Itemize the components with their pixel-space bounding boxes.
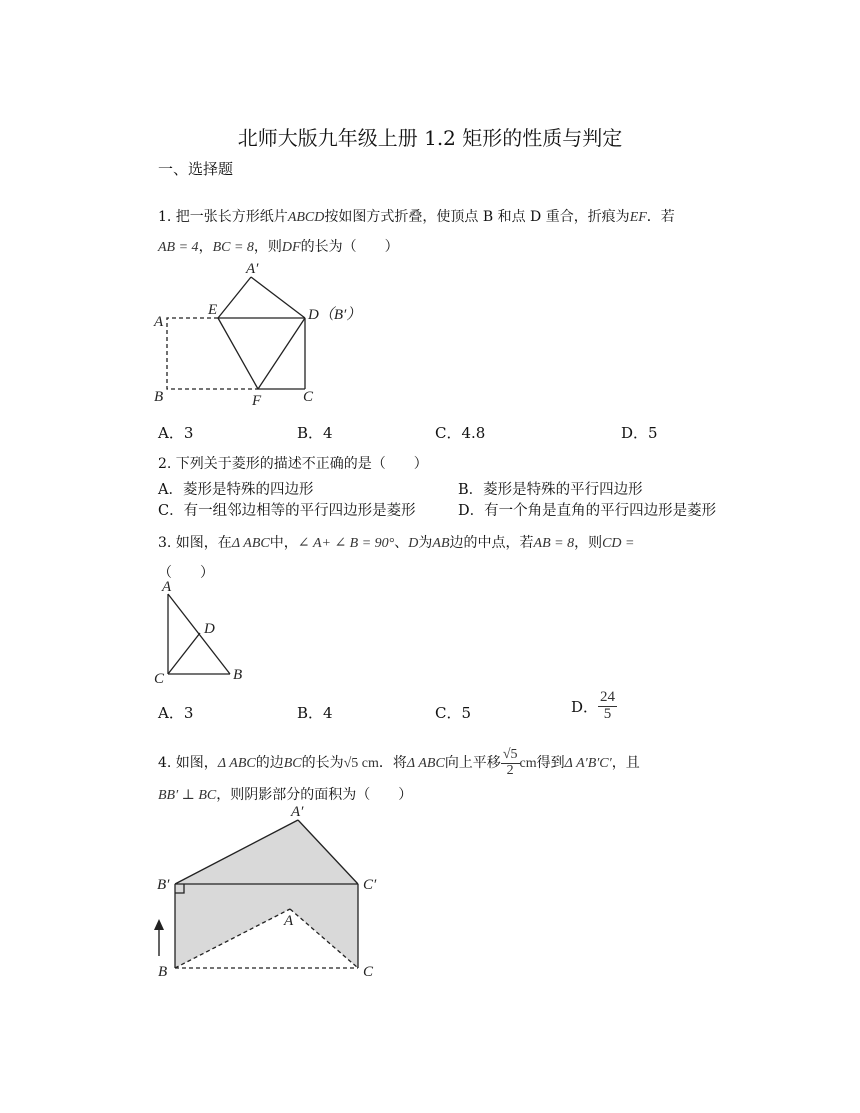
q3-math-angles: ∠ A+ ∠ B = 90° bbox=[297, 536, 395, 551]
q1-label-f: F bbox=[252, 393, 262, 409]
q4-math-triangle: Δ ABC bbox=[217, 756, 256, 771]
q1-figure bbox=[150, 255, 370, 410]
q1-label-a1: A′ bbox=[246, 261, 259, 277]
q4-label-a1: A′ bbox=[291, 804, 304, 820]
q4-shaded-region bbox=[175, 820, 358, 968]
q3-text: 3. 如图，在 bbox=[158, 535, 232, 551]
q1-label-b: B bbox=[154, 389, 164, 405]
q1-text: ．若 bbox=[646, 209, 675, 225]
q1-text: 1. 把一张长方形纸片 bbox=[158, 209, 288, 225]
q4-math-triangle3: Δ A′B′C′ bbox=[564, 756, 612, 771]
q4-math-triangle2: Δ ABC bbox=[406, 756, 445, 771]
q3-text: 边的中点，若 bbox=[449, 535, 534, 551]
q4-label-a: A bbox=[284, 913, 294, 929]
q1-dashed-outline bbox=[167, 318, 258, 389]
q1-math-abcd: ABCD bbox=[287, 210, 325, 225]
q1-label-e: E bbox=[208, 302, 218, 318]
q3-figure bbox=[150, 576, 260, 688]
q4-label-c: C bbox=[363, 964, 374, 980]
q1-label-c: C bbox=[303, 389, 314, 405]
q3-label-c: C bbox=[154, 671, 165, 687]
q3-option-c[interactable]: C．5 bbox=[435, 704, 472, 722]
q4-text: ．将 bbox=[378, 755, 407, 771]
q1-line-ef bbox=[218, 318, 258, 389]
q1-stem-line1 bbox=[158, 206, 675, 226]
q4-text: ，则阴影部分的面积为（ ） bbox=[216, 787, 413, 803]
q1-option-d[interactable]: D．5 bbox=[621, 424, 658, 442]
q4-text: 向上平移 bbox=[444, 755, 501, 771]
q2-option-c[interactable]: C．有一组邻边相等的平行四边形是菱形 bbox=[158, 503, 416, 519]
q3-stem-line1 bbox=[158, 532, 634, 552]
q3-math-ab-eq: AB = 8 bbox=[533, 536, 575, 551]
q3-option-d[interactable] bbox=[571, 690, 617, 723]
q3-fraction-den: 5 bbox=[603, 705, 612, 722]
q1-line-fd bbox=[258, 318, 305, 389]
q4-fraction-den: 2 bbox=[506, 762, 514, 778]
q3-math-triangle: Δ ABC bbox=[231, 536, 270, 551]
arrow-up-icon bbox=[154, 919, 164, 956]
q4-text: 得到 bbox=[536, 755, 565, 771]
q1-math-bc: BC = 8 bbox=[212, 240, 254, 255]
q4-unit: cm bbox=[519, 756, 537, 771]
q1-label-d: D（B′） bbox=[308, 307, 362, 323]
q4-stem-line1 bbox=[158, 746, 640, 780]
q3-text: 中， bbox=[269, 535, 298, 551]
q4-label-b1: B′ bbox=[157, 877, 170, 893]
q1-text: 的长为（ ） bbox=[300, 239, 399, 255]
q2-option-b[interactable]: B．菱形是特殊的平行四边形 bbox=[458, 482, 643, 498]
q1-math-ef: EF bbox=[629, 210, 647, 225]
q1-line-a1d bbox=[251, 277, 305, 318]
q3-option-d-label: D． bbox=[571, 697, 599, 716]
q1-stem-line2 bbox=[158, 236, 399, 256]
q4-text: 的边 bbox=[255, 755, 284, 771]
q2-option-a[interactable]: A．菱形是特殊的四边形 bbox=[158, 482, 314, 498]
page-title: 北师大版九年级上册 1.2 矩形的性质与判定 bbox=[237, 126, 623, 150]
q2-option-d[interactable]: D．有一个角是直角的平行四边形是菱形 bbox=[458, 503, 717, 519]
q1-text: ，则 bbox=[253, 239, 282, 255]
q3-fraction-num: 24 bbox=[600, 689, 616, 705]
q3-text: 为 bbox=[418, 535, 433, 551]
q3-option-b[interactable]: B．4 bbox=[297, 704, 333, 722]
q1-line-ea1 bbox=[218, 277, 251, 318]
q4-figure bbox=[150, 800, 390, 985]
q4-label-b: B bbox=[158, 964, 168, 980]
q2-stem: 2. 下列关于菱形的描述不正确的是（ ） bbox=[158, 456, 428, 472]
q4-math-bc: BC bbox=[283, 756, 302, 771]
q1-option-c[interactable]: C．4.8 bbox=[435, 424, 486, 442]
q1-label-a: A bbox=[154, 314, 164, 330]
q3-option-a[interactable]: A．3 bbox=[158, 704, 194, 722]
q3-line-cd bbox=[168, 633, 200, 674]
q4-label-c1: C′ bbox=[363, 877, 377, 893]
q3-math-ab: AB bbox=[432, 536, 450, 551]
q1-text: ， bbox=[198, 239, 213, 255]
section-heading: 一、选择题 bbox=[158, 160, 234, 178]
q3-label-b: B bbox=[233, 667, 243, 683]
q1-math-df: DF bbox=[281, 240, 301, 255]
q4-math-sqrt5cm: √5 cm bbox=[343, 756, 379, 771]
q3-text: ，则 bbox=[574, 535, 603, 551]
q1-option-b[interactable]: B．4 bbox=[297, 424, 333, 442]
q4-fraction bbox=[501, 748, 520, 778]
q3-math-d: D bbox=[408, 536, 419, 551]
q4-text: 的长为 bbox=[301, 755, 344, 771]
q3-math-cd: CD = bbox=[602, 536, 635, 551]
q4-fraction-num: √5 bbox=[502, 746, 518, 762]
q3-text: 、 bbox=[394, 535, 409, 551]
q3-stem-line2: （ ） bbox=[158, 565, 214, 581]
q3-option-d-fraction bbox=[598, 690, 617, 723]
q3-label-a: A bbox=[162, 579, 172, 595]
q4-text: ，且 bbox=[611, 755, 640, 771]
q1-text: 按如图方式折叠，使顶点 B 和点 D 重合，折痕为 bbox=[324, 209, 630, 225]
q1-option-a[interactable]: A．3 bbox=[158, 424, 194, 442]
q4-text: 4. 如图， bbox=[158, 755, 218, 771]
q1-math-ab: AB = 4 bbox=[158, 240, 199, 255]
q4-math-perp: BB′ ⊥ BC bbox=[158, 788, 217, 803]
q3-label-d: D bbox=[204, 621, 215, 637]
